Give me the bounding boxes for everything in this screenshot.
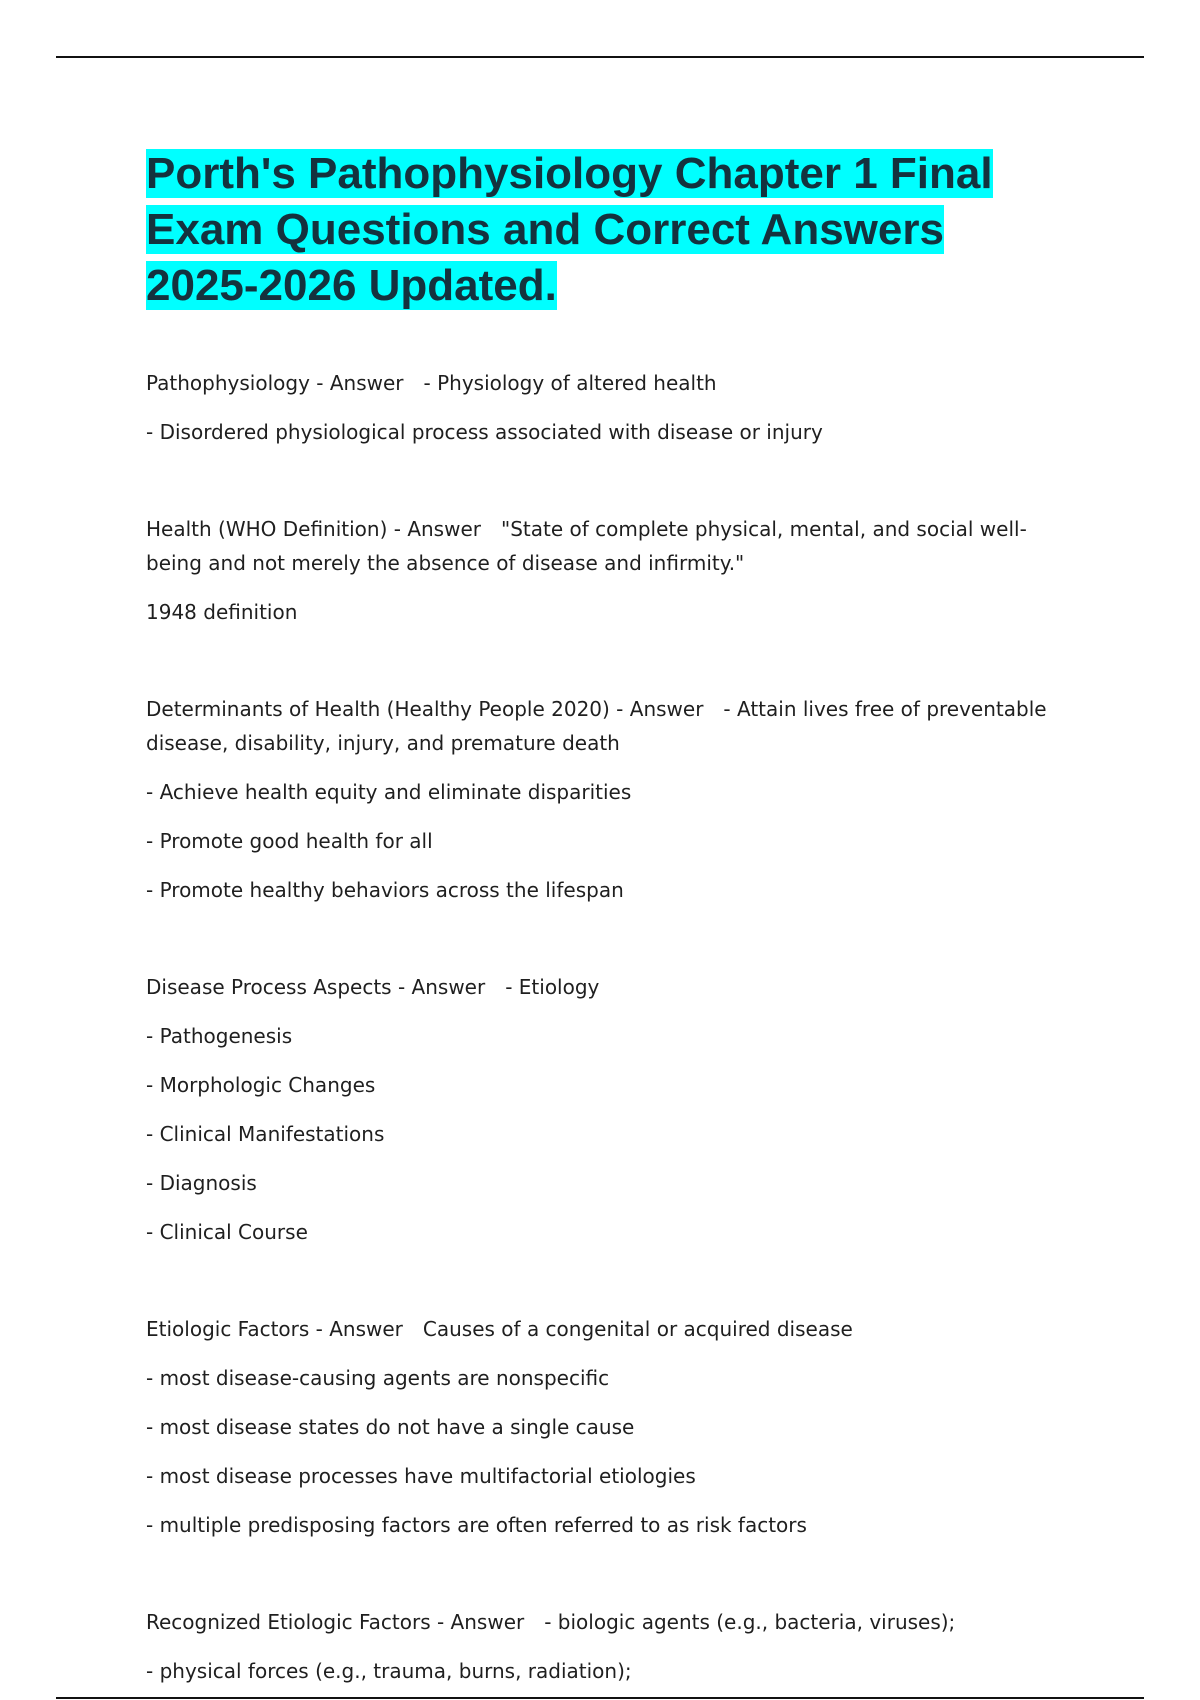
qa-extra-line: - Disordered physiological process associated with disease or injury — [146, 420, 823, 444]
qa-extra-line: - most disease processes have multifactorial etiologies — [146, 1464, 696, 1488]
qa-question-line — [146, 366, 1076, 400]
header-rule — [56, 56, 1144, 58]
qa-list — [146, 366, 1076, 1688]
qa-entry — [146, 1605, 1076, 1688]
footer-rule — [56, 1697, 1144, 1699]
qa-entry — [146, 692, 1076, 907]
qa-extra-line: 1948 definition — [146, 600, 298, 624]
qa-question-line — [146, 1312, 1076, 1346]
qa-question-line — [146, 512, 1076, 580]
qa-extra-line: - Morphologic Changes — [146, 1073, 376, 1097]
qa-term: Etiologic Factors - Answer — [146, 1317, 403, 1341]
document-title — [146, 146, 1006, 314]
qa-answer: - Etiology — [505, 975, 600, 999]
qa-term: Determinants of Health (Healthy People 2020) - Answer — [146, 697, 704, 721]
qa-term: Health (WHO Definition) - Answer — [146, 517, 481, 541]
qa-question-line — [146, 970, 1076, 1004]
qa-term: Recognized Etiologic Factors - Answer — [146, 1610, 525, 1634]
qa-question-line — [146, 692, 1076, 760]
qa-extra-line: - physical forces (e.g., trauma, burns, radiation); — [146, 1659, 632, 1683]
qa-extra-line: - Pathogenesis — [146, 1024, 293, 1048]
qa-term: Disease Process Aspects - Answer — [146, 975, 486, 999]
qa-answer: "State of complete physical, mental, and social well-being and not merely the absence of disease and infirmity." — [146, 517, 1027, 575]
qa-answer: - Attain lives free of preventable disease, disability, injury, and premature death — [146, 697, 1047, 755]
qa-extra-line: - Promote good health for all — [146, 829, 433, 853]
qa-entry — [146, 512, 1076, 629]
qa-extra-line: - Clinical Manifestations — [146, 1122, 385, 1146]
qa-term: Pathophysiology - Answer — [146, 371, 404, 395]
qa-answer: - biologic agents (e.g., bacteria, viruses); — [544, 1610, 956, 1634]
qa-extra-line: - most disease states do not have a single cause — [146, 1415, 635, 1439]
qa-answer: Causes of a congenital or acquired disease — [422, 1317, 853, 1341]
qa-extra-line: - Diagnosis — [146, 1171, 257, 1195]
qa-extra-line: - Clinical Course — [146, 1220, 308, 1244]
qa-extra-line: - Achieve health equity and eliminate disparities — [146, 780, 632, 804]
qa-entry — [146, 366, 1076, 449]
qa-extra-line: - most disease-causing agents are nonspecific — [146, 1366, 610, 1390]
qa-extra-line: - Promote healthy behaviors across the lifespan — [146, 878, 624, 902]
title-highlight: Porth's Pathophysiology Chapter 1 Final Exam Questions and Correct Answers 2025-2026 Updated. — [146, 149, 993, 310]
document-content — [146, 146, 1076, 1700]
qa-entry — [146, 970, 1076, 1249]
qa-entry — [146, 1312, 1076, 1542]
qa-extra-line: - multiple predisposing factors are often referred to as risk factors — [146, 1513, 807, 1537]
qa-answer: - Physiology of altered health — [423, 371, 717, 395]
qa-question-line — [146, 1605, 1076, 1639]
